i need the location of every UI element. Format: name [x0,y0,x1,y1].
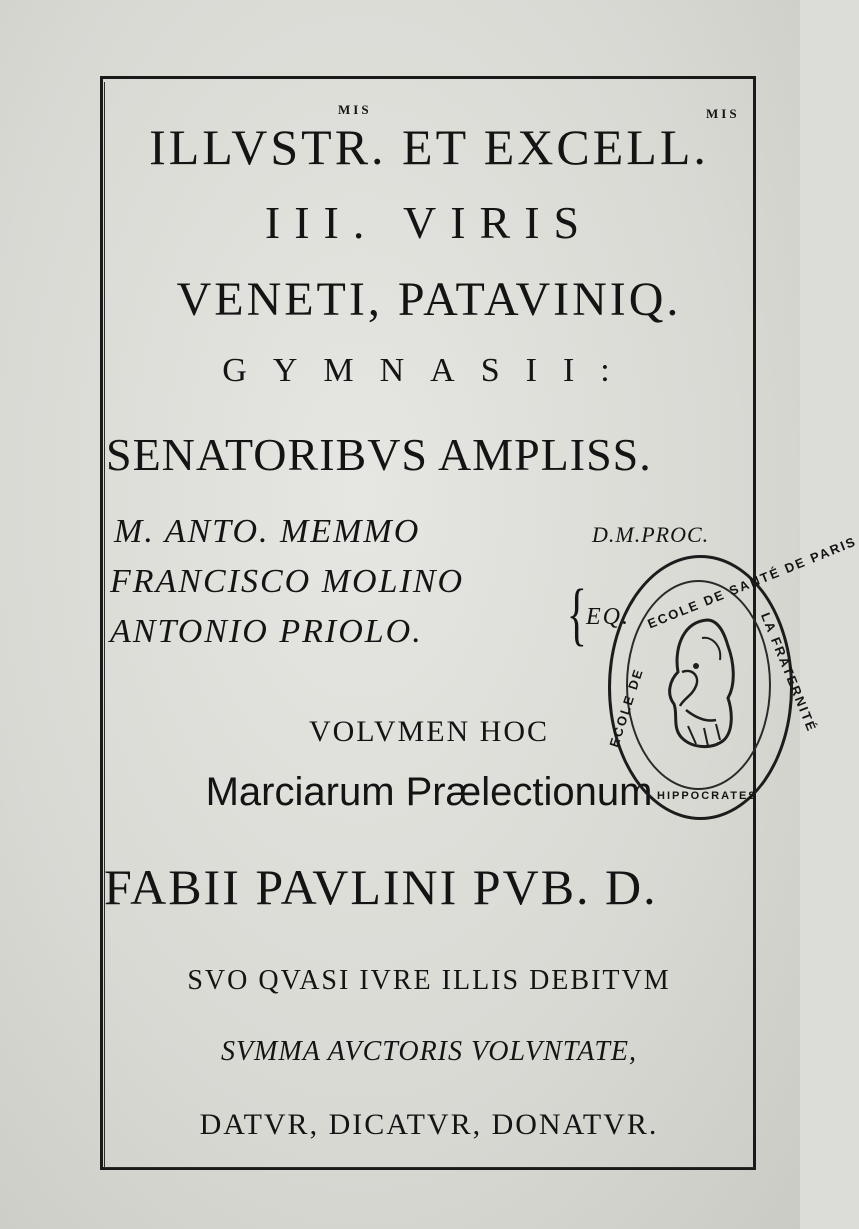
brace-mark: { [566,576,587,653]
volume-line: VOLVMEN HOC [308,715,550,748]
closing-line: DATVR, DICATVR, DONATVR. [199,1108,659,1141]
name-priolo: ANTONIO PRIOLO. [110,613,423,650]
superscript-mis-left: MIS [338,102,372,117]
dedication-line-4: GYMNASII: [222,352,636,389]
title-eq: EQ. [586,604,630,630]
author-line: FABII PAVLINI PVB. D. [104,859,658,915]
hippocrates-portrait-icon [652,610,742,760]
dedication-clause-line: SVO QVASI IVRE ILLIS DEBITVM [187,965,671,996]
author-will-line: SVMMA AVCTORIS VOLVNTATE, [220,1036,638,1067]
work-title-line: Marciarum Prælectionum [205,770,653,814]
dedication-line-3: VENETI, PATAVINIQ. [176,273,682,326]
stamp-text-bottom: HIPPOCRATES [657,790,758,802]
title-dmproc: D.M.PROC. [592,522,710,547]
dedication-line-1: ILLVSTR. ET EXCELL. [149,119,709,175]
stamp-text-right: LA FRATERNITÉ [758,610,820,735]
stamp-text-top: ECOLE DE SANTÉ DE PARIS [645,533,859,632]
name-molino: FRANCISCO MOLINO [110,563,465,600]
name-memmo: M. ANTO. MEMMO [114,513,421,550]
stamp-text-left: ECOLE DE [606,665,647,750]
dedication-line-2: III. VIRIS [264,197,594,248]
dedication-line-5: SENATORIBVS AMPLISS. [106,429,652,480]
superscript-mis-right: MIS [706,106,740,121]
